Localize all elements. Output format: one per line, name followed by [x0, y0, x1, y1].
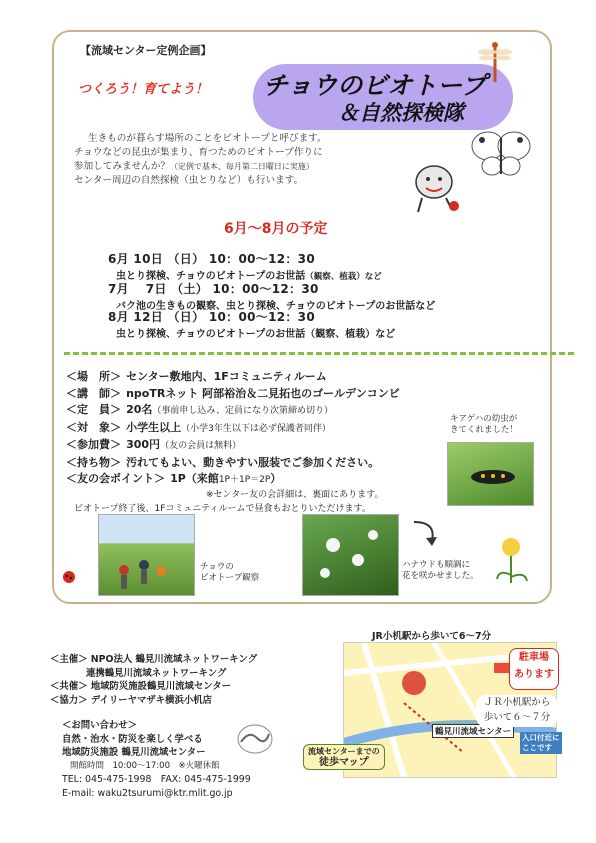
map-center-label: 鶴見川流域センター: [432, 724, 514, 738]
instructor-value: npoTRネット 阿部裕治＆二見拓也のゴールデンコンビ: [126, 386, 400, 400]
basin-logo-icon: [235, 722, 275, 756]
schedule-activity: 虫とり探検、チョウのビオトープのお世話（観察、植栽）など: [116, 329, 396, 340]
biotope-photo: [98, 514, 195, 596]
details-block: [66, 368, 400, 517]
capacity-note: （事前申し込み、定員になり次第締め切り）: [152, 406, 333, 416]
capacity-label: ＜定 員＞: [66, 403, 121, 416]
schedule-heading: 6月～8月の予定: [224, 221, 328, 237]
intro-line3-note: （定例で基本、毎月第二日曜日に実施）: [169, 162, 314, 171]
flower-caption: [402, 560, 479, 582]
title-line1: チョウのビオトープ: [263, 71, 487, 100]
mascot-icon: [410, 160, 462, 218]
points-end: ）: [270, 472, 282, 485]
contact-line1: 自然・治水・防災を楽しく学べる: [62, 733, 203, 745]
walk-time-bubble: [476, 695, 558, 727]
intro-line4: センター周辺の自然探検（虫とりなど）も行います。: [74, 175, 304, 186]
coop-label: ＜協力＞: [50, 694, 88, 706]
points-value: 1P（来館: [170, 472, 219, 485]
fee-value: 300円: [126, 438, 161, 451]
target-label: ＜対 象＞: [66, 420, 121, 434]
lunch-note: ビオトープ終了後、1Fコミュニティルームで昼食もおとりいただけます。: [74, 504, 371, 514]
target-note: （小学3年生以下は必ず保護者同伴）: [181, 423, 331, 434]
contact-heading: ＜お問い合わせ＞: [62, 720, 138, 731]
schedule-activity: 虫とり探検、チョウのビオトープのお世話: [116, 271, 306, 282]
contact-line2: 地域防災施設 鶴見川流域センター: [62, 747, 206, 758]
capacity-value: 20名: [126, 403, 153, 416]
flower-photo: [302, 514, 399, 596]
entrance-line2: ここです: [522, 743, 552, 752]
bring-value: 汚れてもよい、動きやすい服装でご参加ください。: [126, 455, 380, 469]
place-value: センター敷地内、1Fコミュニティルーム: [126, 370, 327, 383]
schedule-date: 7月 7日 （土） 10：00～12：30: [108, 282, 319, 296]
intro-line2: チョウなどの昆虫が集まり、育つためのビオトープ作りに: [74, 147, 323, 158]
parking-line1: 駐車場: [519, 652, 549, 663]
schedule-date: 6月 10日 （日） 10：00～12：30: [108, 252, 315, 266]
divider: [64, 352, 574, 355]
map-entrance-label: [520, 732, 562, 754]
dandelion-icon: [495, 535, 531, 585]
badge-line2: 徒歩マップ: [319, 757, 369, 768]
membership-note: ※センター友の会詳細は、裏面にあります。: [206, 489, 384, 500]
coop-value: デイリーヤマザキ横浜小机店: [90, 694, 213, 706]
walking-map-badge: [303, 744, 385, 770]
intro-line1: 生きものが暮らす場所のことをビオトープと呼びます。: [88, 133, 327, 144]
schedule-date: 8月 12日 （日） 10：00～12：30: [108, 310, 315, 324]
intro-text: [74, 132, 404, 188]
place-label: ＜場 所＞: [66, 370, 121, 383]
butterfly-icon: [470, 128, 532, 180]
slogan: つくろう！育てよう！: [78, 82, 209, 97]
opening-hours: 開館時間 10:00～17:00 ※火曜休館: [70, 760, 220, 771]
organizers-contact: [50, 625, 320, 825]
arrow-icon: [408, 518, 442, 548]
email-address: E-mail: waku2tsurumi@ktr.mlit.go.jp: [62, 787, 233, 799]
caterpillar-caption: [450, 414, 518, 436]
entrance-line1: 入口付近に: [522, 733, 560, 742]
host2-value: 連携鶴見川流域ネットワーキング: [86, 667, 227, 679]
biotope-caption: [200, 562, 259, 584]
bring-label: ＜持ち物＞: [66, 455, 121, 469]
map-heading: JR小机駅から歩いて6～7分: [372, 631, 492, 642]
schedule-activity: バク池の生きもの観察、虫とり探検、チョウのビオトープのお世話など: [116, 301, 436, 312]
schedule-item-august: [108, 308, 395, 340]
instructor-label: ＜講 師＞: [66, 386, 121, 400]
walk-line2: 歩いて６～７分: [483, 712, 551, 723]
points-note: 1P＋1P＝2P: [218, 475, 271, 485]
series-label: 【流域センター定例企画】: [80, 44, 212, 57]
phone-fax: TEL: 045-475-1998 FAX: 045-475-1999: [62, 774, 251, 785]
biotope-caption-line1: チョウの: [200, 562, 234, 572]
points-label: ＜友の会ポイント＞: [66, 472, 165, 485]
intro-line3: 参加してみませんか？: [74, 161, 170, 172]
parking-badge: [509, 648, 559, 690]
parking-line2: あります: [514, 669, 554, 680]
schedule-item-june: [108, 250, 382, 282]
caterpillar-caption-line2: きてくれました！: [450, 425, 519, 435]
caterpillar-photo: [447, 442, 534, 506]
cohost-label: ＜共催＞: [50, 681, 88, 692]
biotope-caption-line2: ビオトープ観察: [200, 573, 260, 583]
title-line2: ＆自然探検隊: [338, 101, 464, 125]
badge-line1: 流域センターまでの: [308, 747, 380, 756]
walk-line1: ＪＲ小机駅から: [483, 697, 551, 708]
schedule-note: （観察、植栽）など: [305, 272, 382, 282]
ladybug-icon: [62, 570, 76, 584]
caterpillar-caption-line1: キアゲハの幼虫が: [450, 414, 518, 424]
flower-caption-line2: 花を咲かせました。: [402, 571, 479, 581]
flower-caption-line1: ハナウドも順調に: [402, 560, 471, 570]
target-value: 小学生以上: [126, 420, 182, 434]
fee-label: ＜参加費＞: [66, 438, 121, 451]
dragonfly-icon: [478, 40, 512, 84]
host-value: NPO法人 鶴見川流域ネットワーキング: [90, 654, 258, 665]
host-label: ＜主催＞: [50, 654, 88, 665]
fee-note: （友の会員は無料）: [160, 441, 242, 451]
cohost-value: 地域防災施設鶴見川流域センター: [90, 681, 232, 692]
